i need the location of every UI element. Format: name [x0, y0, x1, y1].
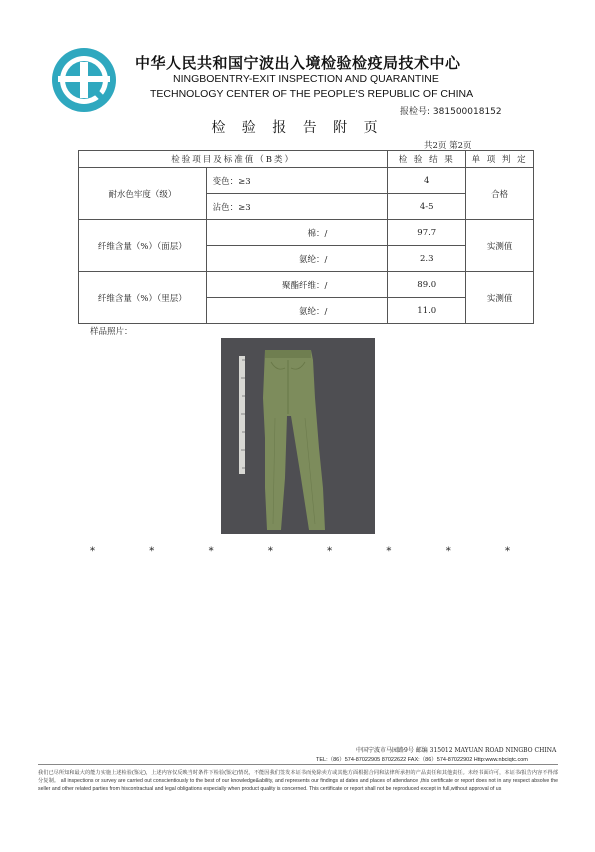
verdict: 合格	[466, 168, 534, 220]
table-row	[79, 168, 534, 194]
page-info: 共2页 第2页	[424, 141, 472, 151]
organization-name-en-line1: NINGBOENTRY-EXIT INSPECTION AND QUARANTINE	[173, 73, 439, 85]
result: 4-5	[388, 194, 466, 220]
footer-disclaimer: 我们已尽所知和最大的能力实施上述检验(鉴定)，上述内容仅反映当时条件下检验(鉴定)情况，不能因我们签发本证书而免除卖方或其他方面根据合同和法律所承担的产品责任和其他责任。未经书面许可，本证书/报告内容不得部分复制。 all inspections or survey are carried out conscientiously to the best of our knowledge&ability, and represents our findings at dates and places of attendance ,this certificate or report does not in any respect absolve the seller and other related parties from hiscontractual and legal obligations especially when product quality is concerned. This certificate or report shall not be reproduced except in full,without approval of us	[38, 770, 558, 792]
criterion: 聚酯纤维：/	[206, 272, 388, 298]
footer-address: 中国宁波市马园路9号 邮编 315012 MAYUAN ROAD NINGBO CHINA	[356, 747, 557, 754]
star: *	[504, 546, 510, 557]
star: *	[267, 546, 273, 557]
star: *	[208, 546, 214, 557]
result: 11.0	[388, 298, 466, 324]
result: 4	[388, 168, 466, 194]
item-fiber-lining: 纤维含量（%）（里层）	[79, 272, 207, 324]
sample-photo	[221, 338, 375, 534]
footer-divider	[38, 764, 558, 765]
header-item: 检验项目及标准值（B类）	[79, 151, 388, 168]
footer-contact: TEL:（86）574-87022905 87022622 FAX:（86）574-87022902 Http:www.nbciqtc.com	[316, 757, 528, 763]
report-number-label: 报检号:	[400, 107, 431, 117]
sample-photo-label: 样品照片：	[90, 327, 133, 337]
criterion: 氨纶：/	[206, 298, 388, 324]
criterion: 棉：/	[206, 220, 388, 246]
organization-name-cn: 中华人民共和国宁波出入境检验检疫局技术中心	[135, 54, 461, 72]
criterion: 沾色：≥3	[206, 194, 388, 220]
item-color-fastness: 耐水色牢度（级）	[79, 168, 207, 220]
criterion: 变色：≥3	[206, 168, 388, 194]
table-row	[79, 272, 534, 298]
header-result: 检 验 结 果	[388, 151, 466, 168]
star: *	[149, 546, 155, 557]
header-verdict: 单 项 判 定	[466, 151, 534, 168]
result: 89.0	[388, 272, 466, 298]
results-table	[78, 150, 534, 324]
result: 97.7	[388, 220, 466, 246]
end-marker-stars	[90, 546, 510, 557]
star: *	[386, 546, 392, 557]
star: *	[90, 546, 95, 557]
criterion: 氨纶：/	[206, 246, 388, 272]
result: 2.3	[388, 246, 466, 272]
item-fiber-outer: 纤维含量（%）（面层）	[79, 220, 207, 272]
verdict: 实测值	[466, 272, 534, 324]
star: *	[327, 546, 333, 557]
ciq-logo	[50, 46, 118, 114]
star: *	[445, 546, 451, 557]
report-number	[400, 104, 502, 117]
organization-name-en-line2: TECHNOLOGY CENTER OF THE PEOPLE'S REPUBLIC OF CHINA	[150, 88, 474, 100]
table-header-row	[79, 151, 534, 168]
table-row	[79, 220, 534, 246]
report-number-value: 381500018152	[432, 107, 502, 117]
verdict: 实测值	[466, 220, 534, 272]
document-title: 检 验 报 告 附 页	[211, 120, 384, 136]
